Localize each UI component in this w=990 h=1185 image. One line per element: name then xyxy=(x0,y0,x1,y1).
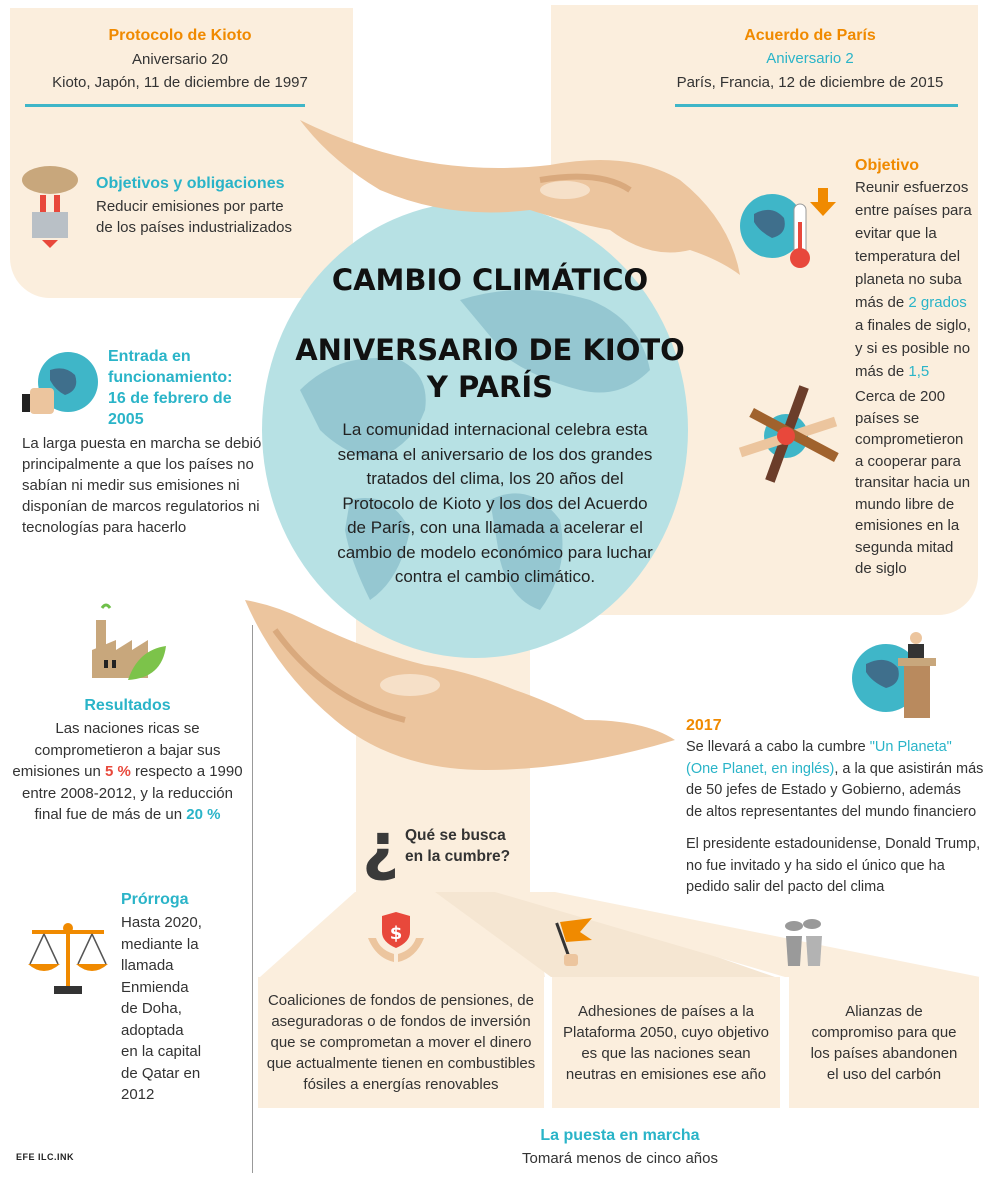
globe-podium-icon xyxy=(850,628,950,720)
paises-line: emisiones en la xyxy=(855,517,960,534)
flag-hand-icon xyxy=(552,914,600,968)
resultados-body xyxy=(5,718,250,826)
box-line: que se comprometan a mover el dinero xyxy=(270,1034,532,1051)
question-mark-icon: ¿ xyxy=(362,810,400,884)
objetivo-line: evitar que la xyxy=(855,225,937,242)
resultados-line: Las naciones ricas se xyxy=(55,720,200,737)
box-line: que actualmente tienen en combustibles xyxy=(266,1055,536,1072)
box-line: Alianzas de xyxy=(845,1002,923,1020)
kioto-objectives-text-2: de los países industrializados xyxy=(96,219,292,236)
paris-objetivo-title: Objetivo xyxy=(855,157,920,174)
kioto-rule xyxy=(25,104,305,107)
svg-text:$: $ xyxy=(389,923,403,944)
marcha-title: La puesta en marcha xyxy=(540,1127,700,1144)
power-plant-icon xyxy=(780,918,830,968)
prorroga-line: de Doha, xyxy=(121,1000,182,1017)
entrada-title-line: Entrada en xyxy=(108,348,191,365)
kioto-title: Protocolo de Kioto xyxy=(108,27,252,44)
paises-line: Cerca de 200 xyxy=(855,388,946,405)
objetivo-line: Reunir esfuerzos xyxy=(855,179,969,196)
box-line: fósiles a energías renovables xyxy=(303,1076,499,1093)
box-line: el uso del carbón xyxy=(826,1065,942,1083)
cumbre-line: de 50 jefes de Estado y Gobierno, además xyxy=(686,782,961,798)
prorroga-title: Prórroga xyxy=(121,891,189,908)
trump-line: no fue invitado y ha sido el único que ha xyxy=(686,857,945,874)
objetivo-line: a finales de siglo, xyxy=(855,317,971,334)
hands-united-globe-icon xyxy=(736,382,846,488)
objetivo-2-grados: 2 grados xyxy=(908,294,967,311)
resultados-5-percent: 5 % xyxy=(104,763,131,780)
kioto-objectives-text-1: Reducir emisiones por parte xyxy=(96,198,284,215)
resultados-text: respecto a 1990 xyxy=(135,763,243,780)
hands-money-icon xyxy=(366,910,426,964)
cumbre-one-planet: (One Planet, en inglés) xyxy=(686,760,835,777)
cumbre-line xyxy=(686,737,983,759)
cumbre-text: , a la que asistirán más xyxy=(834,760,984,777)
resultados-line: comprometieron a bajar sus xyxy=(34,741,221,759)
intro-line: tratados del clima, los 20 años del xyxy=(366,469,624,488)
cumbre-line xyxy=(686,759,983,781)
main-title: CAMBIO CLIMÁTICO xyxy=(331,263,649,297)
scales-icon xyxy=(26,920,110,996)
prorroga-line: adoptada xyxy=(121,1021,184,1039)
prorroga-body xyxy=(121,912,202,1106)
cumbre-body xyxy=(686,737,983,823)
paris-place-date: París, Francia, 12 de diciembre de 2015 xyxy=(676,74,944,91)
prorroga-line: Enmienda xyxy=(121,978,189,996)
objetivo-line: y si es posible no xyxy=(855,340,971,357)
paris-rule xyxy=(675,104,958,107)
entrada-line: tecnologías para hacerlo xyxy=(22,519,187,536)
goal-box-platform-2050 xyxy=(552,977,780,1108)
paises-line: segunda mitad xyxy=(855,538,954,556)
paises-line: transitar hacia un xyxy=(855,474,971,491)
trump-line: pedido salir del pacto del clima xyxy=(686,879,885,895)
prorroga-line: 2012 xyxy=(121,1086,155,1103)
cumbre-line: de altos representantes del mundo financiero xyxy=(686,803,977,820)
objetivo-line xyxy=(855,360,972,383)
marcha-text: Tomará menos de cinco años xyxy=(522,1150,718,1167)
prorroga-line: de Qatar en xyxy=(121,1064,201,1082)
prorroga-line: Hasta 2020, xyxy=(121,914,202,931)
paris-objetivo-body xyxy=(855,176,972,383)
busca-title xyxy=(405,825,510,867)
box-line: Adhesiones de países a la xyxy=(578,1002,754,1020)
kioto-place-date: Kioto, Japón, 11 de diciembre de 1997 xyxy=(52,74,308,91)
paris-paises-body xyxy=(855,386,970,580)
paises-line: países se xyxy=(855,409,920,427)
resultados-text: final fue de más de un xyxy=(34,806,183,823)
factory-smoke-icon xyxy=(20,160,80,250)
prorroga-line: mediante la xyxy=(121,935,199,953)
trump-body xyxy=(686,834,980,899)
paris-title: Acuerdo de París xyxy=(744,27,876,44)
box-line: neutras en emisiones ese año xyxy=(565,1065,767,1083)
box-line: es que las naciones sean xyxy=(581,1044,751,1062)
goal-box-text xyxy=(563,1001,769,1085)
intro-line: La comunidad internacional celebra esta xyxy=(342,420,648,439)
prorroga-line: en la capital xyxy=(121,1043,202,1060)
goal-box-funds xyxy=(258,977,544,1108)
intro-line: cambio de modelo económico para luchar xyxy=(337,542,653,562)
entrada-line: disponían de marcos regulatorios ni xyxy=(22,498,260,515)
intro-line: de París, con una llamada a acelerar el xyxy=(347,518,643,537)
center-intro xyxy=(300,418,690,590)
goal-box-text xyxy=(267,990,536,1095)
goal-box-text xyxy=(811,1001,958,1085)
globe-thumbs-up-icon xyxy=(20,350,100,420)
resultados-line xyxy=(5,804,250,826)
objetivo-text: más de xyxy=(855,294,905,311)
objetivo-line: planeta no suba xyxy=(855,271,962,288)
resultados-line: entre 2008-2012, y la reducción xyxy=(22,784,233,802)
box-line: aseguradoras o de fondos de inversión xyxy=(271,1013,531,1030)
busca-title-line: Qué se busca xyxy=(405,827,506,844)
entrada-title xyxy=(108,346,232,430)
box-line: Coaliciones de fondos de pensiones, de xyxy=(267,992,534,1009)
vertical-divider xyxy=(252,625,253,1173)
subtitle-line-1: ANIVERSARIO DE KIOTO xyxy=(295,333,685,367)
paises-line: mundo libre de xyxy=(855,495,955,513)
goal-box-coal xyxy=(789,977,979,1108)
intro-line: Protocolo de Kioto y los dos del Acuerdo xyxy=(342,493,648,513)
objetivo-line: entre países para xyxy=(855,202,972,219)
paises-line: comprometieron xyxy=(855,431,964,448)
intro-line: contra el cambio climático. xyxy=(394,567,596,586)
objetivo-line: temperatura del xyxy=(855,248,961,265)
paises-line: a cooperar para xyxy=(855,452,961,470)
entrada-body xyxy=(22,433,261,538)
fan-rays xyxy=(255,892,985,982)
paris-anniversary: Aniversario 2 xyxy=(766,50,854,67)
cumbre-year: 2017 xyxy=(686,717,722,734)
kioto-objectives-title: Objetivos y obligaciones xyxy=(96,175,285,192)
factory-leaf-icon xyxy=(88,600,168,688)
entrada-title-line: 2005 xyxy=(108,411,144,428)
cumbre-text: Se llevará a cabo la cumbre xyxy=(686,739,866,755)
entrada-line: sabían ni medir sus emisiones ni xyxy=(22,477,240,494)
prorroga-line: llamada xyxy=(121,957,174,974)
entrada-title-line: funcionamiento: xyxy=(108,369,233,386)
objetivo-line xyxy=(855,291,972,314)
intro-line: semana el aniversario de los dos grandes xyxy=(337,444,653,464)
globe-thermometer-icon xyxy=(738,186,838,272)
subtitle-line-2: Y PARÍS xyxy=(426,370,554,404)
entrada-line: La larga puesta en marcha se debió xyxy=(22,435,262,452)
box-line: los países abandonen xyxy=(810,1044,958,1062)
entrada-line: principalmente a que los países no xyxy=(22,456,254,473)
resultados-line xyxy=(5,761,250,783)
entrada-title-line: 16 de febrero de xyxy=(108,390,232,407)
resultados-text: emisiones un xyxy=(12,763,101,780)
cumbre-un-planeta: "Un Planeta" xyxy=(869,739,952,755)
trump-line: El presidente estadounidense, Donald Trump, xyxy=(686,836,981,852)
objetivo-text: más de xyxy=(855,363,905,380)
bottom-hand-icon xyxy=(245,590,695,790)
box-line: compromiso para que xyxy=(811,1023,957,1041)
credit-logo: EFE ILC.INK xyxy=(16,1152,75,1162)
kioto-anniversary: Aniversario 20 xyxy=(132,51,228,68)
objetivo-1-5: 1,5 xyxy=(908,363,930,380)
paises-line: de siglo xyxy=(855,560,907,577)
resultados-title: Resultados xyxy=(84,697,171,714)
resultados-20-percent: 20 % xyxy=(186,806,221,823)
busca-title-line: en la cumbre? xyxy=(405,848,511,865)
box-line: Plataforma 2050, cuyo objetivo xyxy=(563,1023,769,1041)
